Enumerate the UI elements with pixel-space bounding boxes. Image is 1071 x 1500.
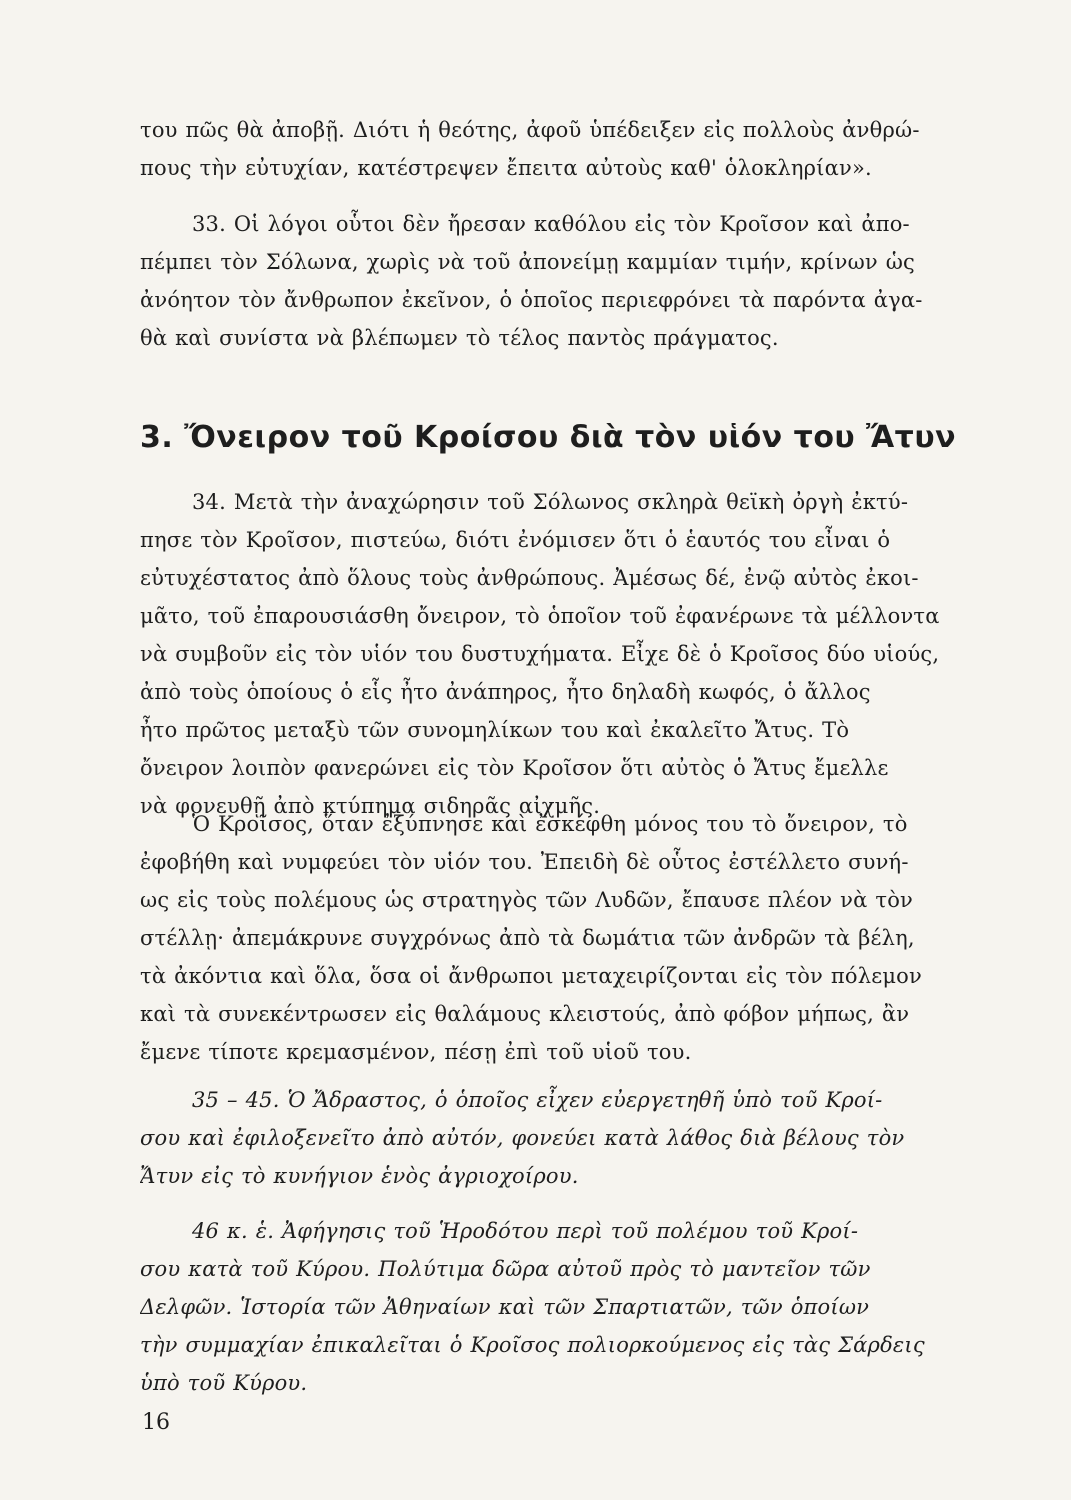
- text-line: ως εἰς τοὺς πολέμους ὡς στρατηγὸς τῶν Λυδῶν, ἔπαυσε πλέον νὰ τὸν: [140, 888, 914, 912]
- text-line: θὰ καὶ συνίστα νὰ βλέπωμεν τὸ τέλος παντὸς πράγματος.: [140, 326, 779, 350]
- text-line: 34. Μετὰ τὴν ἀναχώρησιν τοῦ Σόλωνος σκληρὰ θεϊκὴ ὀργὴ ἐκτύ-: [192, 490, 909, 514]
- text-line: τὴν συμμαχίαν ἐπικαλεῖται ὁ Κροῖσος πολιορκούμενος εἰς τὰς Σάρδεις: [140, 1333, 925, 1357]
- text-line: ἔμενε τίποτε κρεμασμένον, πέσῃ ἐπὶ τοῦ υἱοῦ του.: [140, 1040, 692, 1064]
- text-line: σου καὶ ἐφιλοξενεῖτο ἀπὸ αὐτόν, φονεύει κατὰ λάθος διὰ βέλους τὸν: [140, 1126, 905, 1150]
- paragraph-34: [140, 483, 990, 825]
- text-line: ὑπὸ τοῦ Κύρου.: [140, 1371, 308, 1395]
- text-line: μᾶτο, τοῦ ἐπαρουσιάσθη ὄνειρον, τὸ ὁποῖον τοῦ ἐφανέρωνε τὰ μέλλοντα: [140, 604, 940, 628]
- text-line: ὄνειρον λοιπὸν φανερώνει εἰς τὸν Κροῖσον ὅτι αὐτὸς ὁ Ἄτυς ἔμελλε: [140, 756, 889, 780]
- paragraph-33: [140, 205, 990, 357]
- page-number: 16: [142, 1410, 170, 1435]
- text-line: ἐφοβήθη καὶ νυμφεύει τὸν υἱόν του. Ἐπειδὴ δὲ οὗτος ἐστέλλετο συνή-: [140, 850, 909, 874]
- text-line: 46 κ. ἑ. Ἀφήγησις τοῦ Ἡροδότου περὶ τοῦ πολέμου τοῦ Κροί-: [192, 1219, 859, 1243]
- paragraph-46-summary: [140, 1212, 990, 1402]
- section-heading: 3. Ὄνειρον τοῦ Κροίσου διὰ τὸν υἱόν του Ἄτυν: [140, 420, 957, 455]
- text-line: του πῶς θὰ ἀποβῇ. Διότι ἡ θεότης, ἀφοῦ ὑπέδειξεν εἰς πολλοὺς ἀνθρώ-: [140, 118, 920, 142]
- text-line: Ἄτυν εἰς τὸ κυνήγιον ἑνὸς ἀγριοχοίρου.: [140, 1164, 579, 1188]
- text-line: σου κατὰ τοῦ Κύρου. Πολύτιμα δῶρα αὐτοῦ πρὸς τὸ μαντεῖον τῶν: [140, 1257, 871, 1281]
- text-line: νὰ συμβοῦν εἰς τὸν υἱόν του δυστυχήματα. Εἶχε δὲ ὁ Κροῖσος δύο υἱούς,: [140, 642, 940, 666]
- paragraph-35-45-summary: [140, 1081, 990, 1195]
- text-line: 33. Οἱ λόγοι οὗτοι δὲν ἤρεσαν καθόλου εἰς τὸν Κροῖσον καὶ ἀπο-: [192, 212, 910, 236]
- text-line: ἀπὸ τοὺς ὁποίους ὁ εἷς ἦτο ἀνάπηρος, ἦτο δηλαδὴ κωφός, ὁ ἄλλος: [140, 680, 871, 704]
- text-line: τὰ ἀκόντια καὶ ὅλα, ὅσα οἱ ἄνθρωποι μεταχειρίζονται εἰς τὸν πόλεμον: [140, 964, 922, 988]
- text-line: πησε τὸν Κροῖσον, πιστεύω, διότι ἐνόμισεν ὅτι ὁ ἑαυτός του εἶναι ὁ: [140, 528, 891, 552]
- text-line: εὐτυχέστατος ἀπὸ ὅλους τοὺς ἀνθρώπους. Ἀμέσως δέ, ἐνῷ αὐτὸς ἐκοι-: [140, 566, 919, 590]
- text-line: Δελφῶν. Ἱστορία τῶν Ἀθηναίων καὶ τῶν Σπαρτιατῶν, τῶν ὁποίων: [140, 1295, 870, 1319]
- text-line: νὰ φονευθῇ ἀπὸ κτύπημα σιδηρᾶς αἰχμῆς.: [140, 794, 601, 818]
- text-line: πέμπει τὸν Σόλωνα, χωρὶς νὰ τοῦ ἀπονείμῃ καμμίαν τιμήν, κρίνων ὡς: [140, 250, 916, 274]
- text-line: πους τὴν εὐτυχίαν, κατέστρεψεν ἔπειτα αὐτοὺς καθ' ὁλοκληρίαν».: [140, 156, 872, 180]
- text-line: στέλλῃ· ἀπεμάκρυνε συγχρόνως ἀπὸ τὰ δωμάτια τῶν ἀνδρῶν τὰ βέλη,: [140, 926, 915, 950]
- paragraph-34-continued: [140, 805, 990, 1071]
- text-line: καὶ τὰ συνεκέντρωσεν εἰς θαλάμους κλειστούς, ἀπὸ φόβον μήπως, ἂν: [140, 1002, 910, 1026]
- text-line: ἀνόητον τὸν ἄνθρωπον ἐκεῖνον, ὁ ὁποῖος περιεφρόνει τὰ παρόντα ἀγα-: [140, 288, 923, 312]
- text-line: 35 – 45. Ὁ Ἄδραστος, ὁ ὁποῖος εἶχεν εὐεργετηθῆ ὑπὸ τοῦ Κροί-: [192, 1088, 883, 1112]
- text-line: ἦτο πρῶτος μεταξὺ τῶν συνομηλίκων του καὶ ἐκαλεῖτο Ἄτυς. Τὸ: [140, 718, 850, 742]
- intro-paragraph: [140, 111, 990, 187]
- text-line: Ὁ Κροῖσος, ὅταν ἐξύπνησε καὶ ἐσκέφθη μόνος του τὸ ὄνειρον, τὸ: [192, 812, 908, 836]
